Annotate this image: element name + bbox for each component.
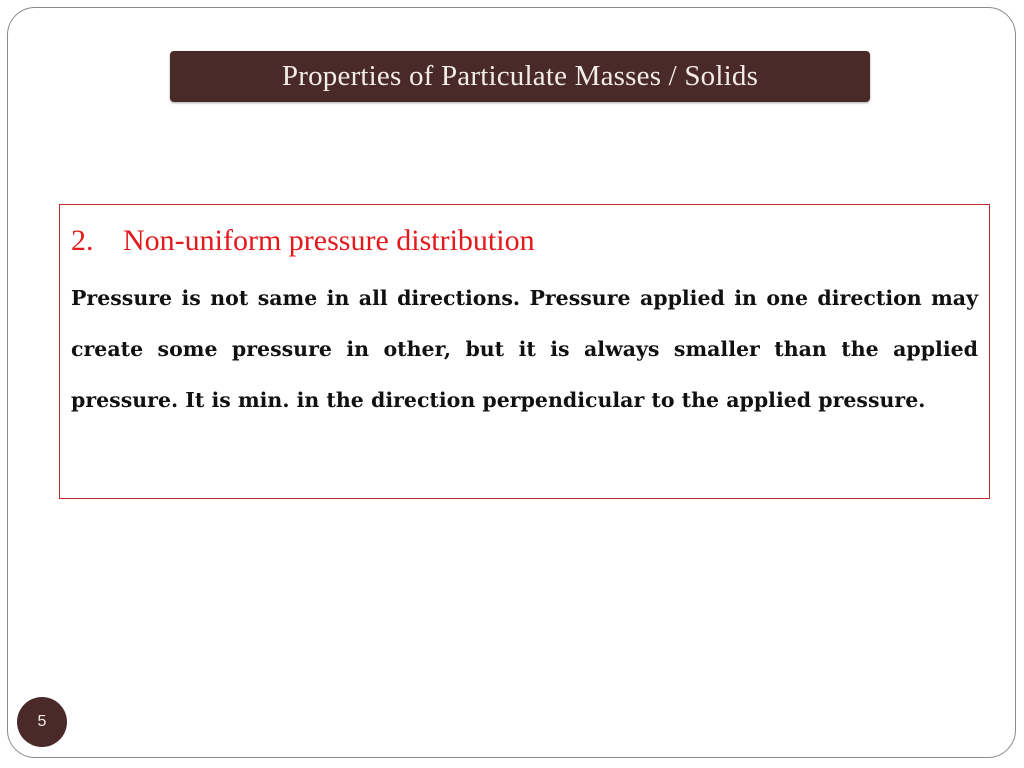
content-box	[59, 204, 990, 499]
section-body: Pressure is not same in all directions. Pressure applied in one direction may create some pressure in other, but it is always smaller than the applied pressure. It is min. in the direction perpendicular to the applied pressure.	[71, 286, 978, 412]
title-bar	[170, 51, 870, 102]
page-number: 5	[37, 713, 47, 730]
page-number-badge	[17, 697, 67, 747]
section-heading-text: Non-uniform pressure distribution	[123, 224, 535, 257]
slide	[7, 7, 1016, 758]
section-number: 2.	[71, 224, 94, 257]
section-heading	[71, 223, 978, 259]
slide-title: Properties of Particulate Masses / Solids	[281, 60, 759, 92]
